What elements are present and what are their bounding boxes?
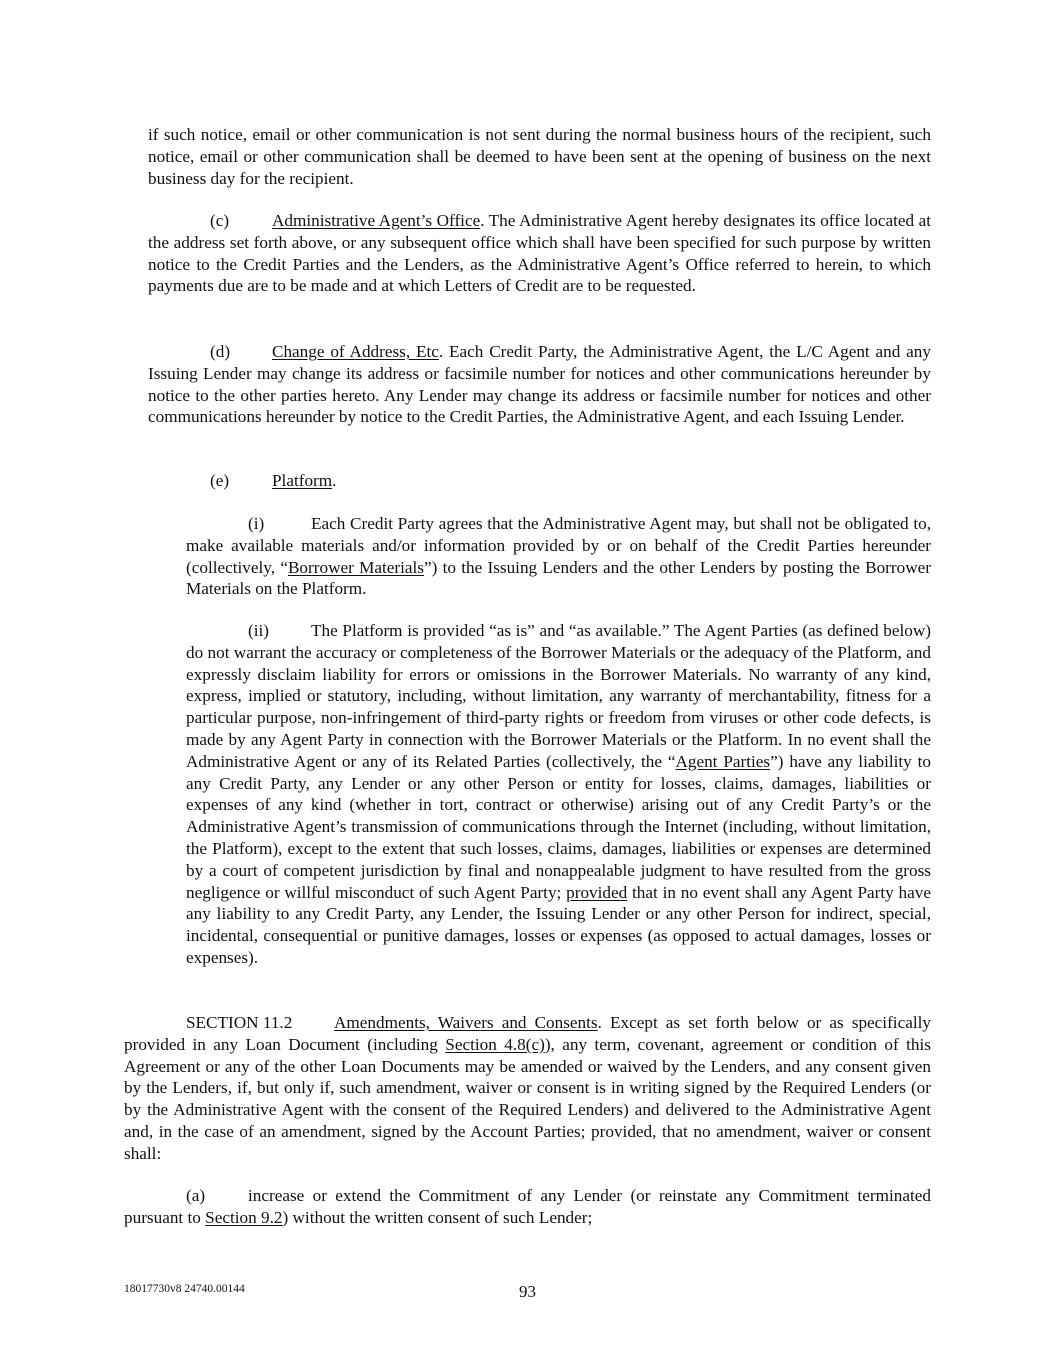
paragraph-text: ) without the written consent of such Lender; bbox=[282, 1207, 593, 1227]
paragraph-continuation: if such notice, email or other communication is not sent during the normal business hours of the recipient, such notice, email or other communication shall be deemed to have been sent at the opening of business on the next business day for the recipient. bbox=[148, 125, 931, 188]
paragraph-label: (a) bbox=[186, 1186, 206, 1205]
section-text: ), any term, covenant, agreement or condition of this Agreement or any of the other Loan Documents may be amended or waived by the Lenders, and any consent given by the Lenders, if, but only if, such amendment, waiver or consent is in writing signed by the Required Lenders (or by the Administrative Agent with the consent of the Required Lenders) and delivered to the Administrative Agent and, in the case of an amendment, signed by the Account Parties; provided, that no amendment, waiver or consent shall: bbox=[124, 1034, 931, 1163]
page-number: 93 bbox=[519, 1282, 536, 1301]
section-11-2-a bbox=[124, 1185, 931, 1229]
paragraph-text: . bbox=[332, 471, 337, 490]
footer-document-id: 18017730v8 24740.00144 bbox=[124, 1283, 245, 1295]
paragraph-label: (d) bbox=[210, 342, 231, 361]
paragraph-text: . The Administrative Agent hereby designates its office located at the address set forth above, or any subsequent office which shall have been specified for such purpose by written notice to the Credit Parties and the Lenders, as the Administrative Agent’s Office referred to herein, to which payments due are to be made and at which Letters of Credit are to be requested. bbox=[148, 211, 931, 296]
paragraph-heading: Change of Address, Etc bbox=[272, 342, 439, 361]
subparagraph-e-ii bbox=[186, 620, 931, 969]
section-heading: Amendments, Waivers and Consents bbox=[334, 1013, 598, 1032]
defined-term-agent-parties: Agent Parties bbox=[675, 751, 771, 771]
subparagraph-text: that in no event shall any Agent Party have any liability to any Credit Party, any Lender, the Issuing Lender or any other Person for indirect, special, incidental, consequential or punitive damages, losses or expenses (as opposed to actual damages, losses or expenses). bbox=[186, 882, 931, 967]
paragraph-heading: Administrative Agent’s Office bbox=[272, 211, 481, 230]
cross-reference-section-4-8c: Section 4.8(c) bbox=[445, 1034, 545, 1054]
section-11-2 bbox=[124, 1012, 931, 1165]
subparagraph-label: (ii) bbox=[248, 621, 269, 640]
paragraph-label: (e) bbox=[210, 471, 230, 490]
cross-reference-section-9-2: Section 9.2 bbox=[205, 1207, 283, 1227]
paragraph-label: (c) bbox=[210, 211, 230, 230]
proviso-term: provided bbox=[566, 882, 628, 902]
section-text: . Except as set forth below or as specifically provided in any Loan Document (including bbox=[124, 1013, 931, 1054]
paragraph-e-platform bbox=[148, 470, 931, 492]
subparagraph-text: ”) have any liability to any Credit Party, any Lender or any other Person or entity for losses, claims, damages, liabilities or expenses of any kind (whether in tort, contract or otherwise) arising out of any Credit Party’s or the Administrative Agent’s transmission of communications through the Internet (including, without limitation, the Platform), except to the extent that such losses, claims, damages, liabilities or expenses are determined by a court of competent jurisdiction by final and nonappealable judgment to have resulted from the gross negligence or willful misconduct of such Agent Party; bbox=[186, 751, 932, 902]
subparagraph-text: The Platform is provided “as is” and “as available.” The Agent Parties (as defined below) do not warrant the accuracy or completeness of the Borrower Materials or the adequacy of the Platform, and expressly disclaim liability for errors or omissions in the Borrower Materials. No warranty of any kind, express, implied or statutory, including, without limitation, any warranty of merchantability, fitness for a particular purpose, non-infringement of third-party rights or freedom from viruses or other code defects, is made by any Agent Party in connection with the Borrower Materials or the Platform. In no event shall the Administrative Agent or any of its Related Parties (collectively, the “ bbox=[186, 621, 931, 771]
paragraph-heading: Platform bbox=[272, 471, 333, 490]
subparagraph-text: Each Credit Party agrees that the Administrative Agent may, but shall not be obligated to, make available materials and/or information provided by or on behalf of the Credit Parties hereunder (collectively, “ bbox=[186, 514, 931, 577]
section-label: SECTION 11.2 bbox=[186, 1013, 293, 1032]
subparagraph-e-i bbox=[186, 513, 931, 600]
paragraph-c-administrative-agents-office bbox=[148, 210, 931, 297]
defined-term-borrower-materials: Borrower Materials bbox=[287, 557, 424, 577]
paragraph-text: increase or extend the Commitment of any Lender (or reinstate any Commitment terminated pursuant to bbox=[124, 1186, 931, 1227]
paragraph-d-change-of-address bbox=[148, 341, 931, 428]
subparagraph-text: ”) to the Issuing Lenders and the other Lenders by posting the Borrower Materials on the Platform. bbox=[186, 557, 931, 599]
paragraph-text: . Each Credit Party, the Administrative Agent, the L/C Agent and any Issuing Lender may change its address or facsimile number for notices and other communications hereunder by notice to the other parties hereto. Any Lender may change its address or facsimile number for notices and other communications hereunder by notice to the Credit Parties, the Administrative Agent, and each Issuing Lender. bbox=[148, 342, 931, 427]
subparagraph-label: (i) bbox=[248, 514, 265, 533]
